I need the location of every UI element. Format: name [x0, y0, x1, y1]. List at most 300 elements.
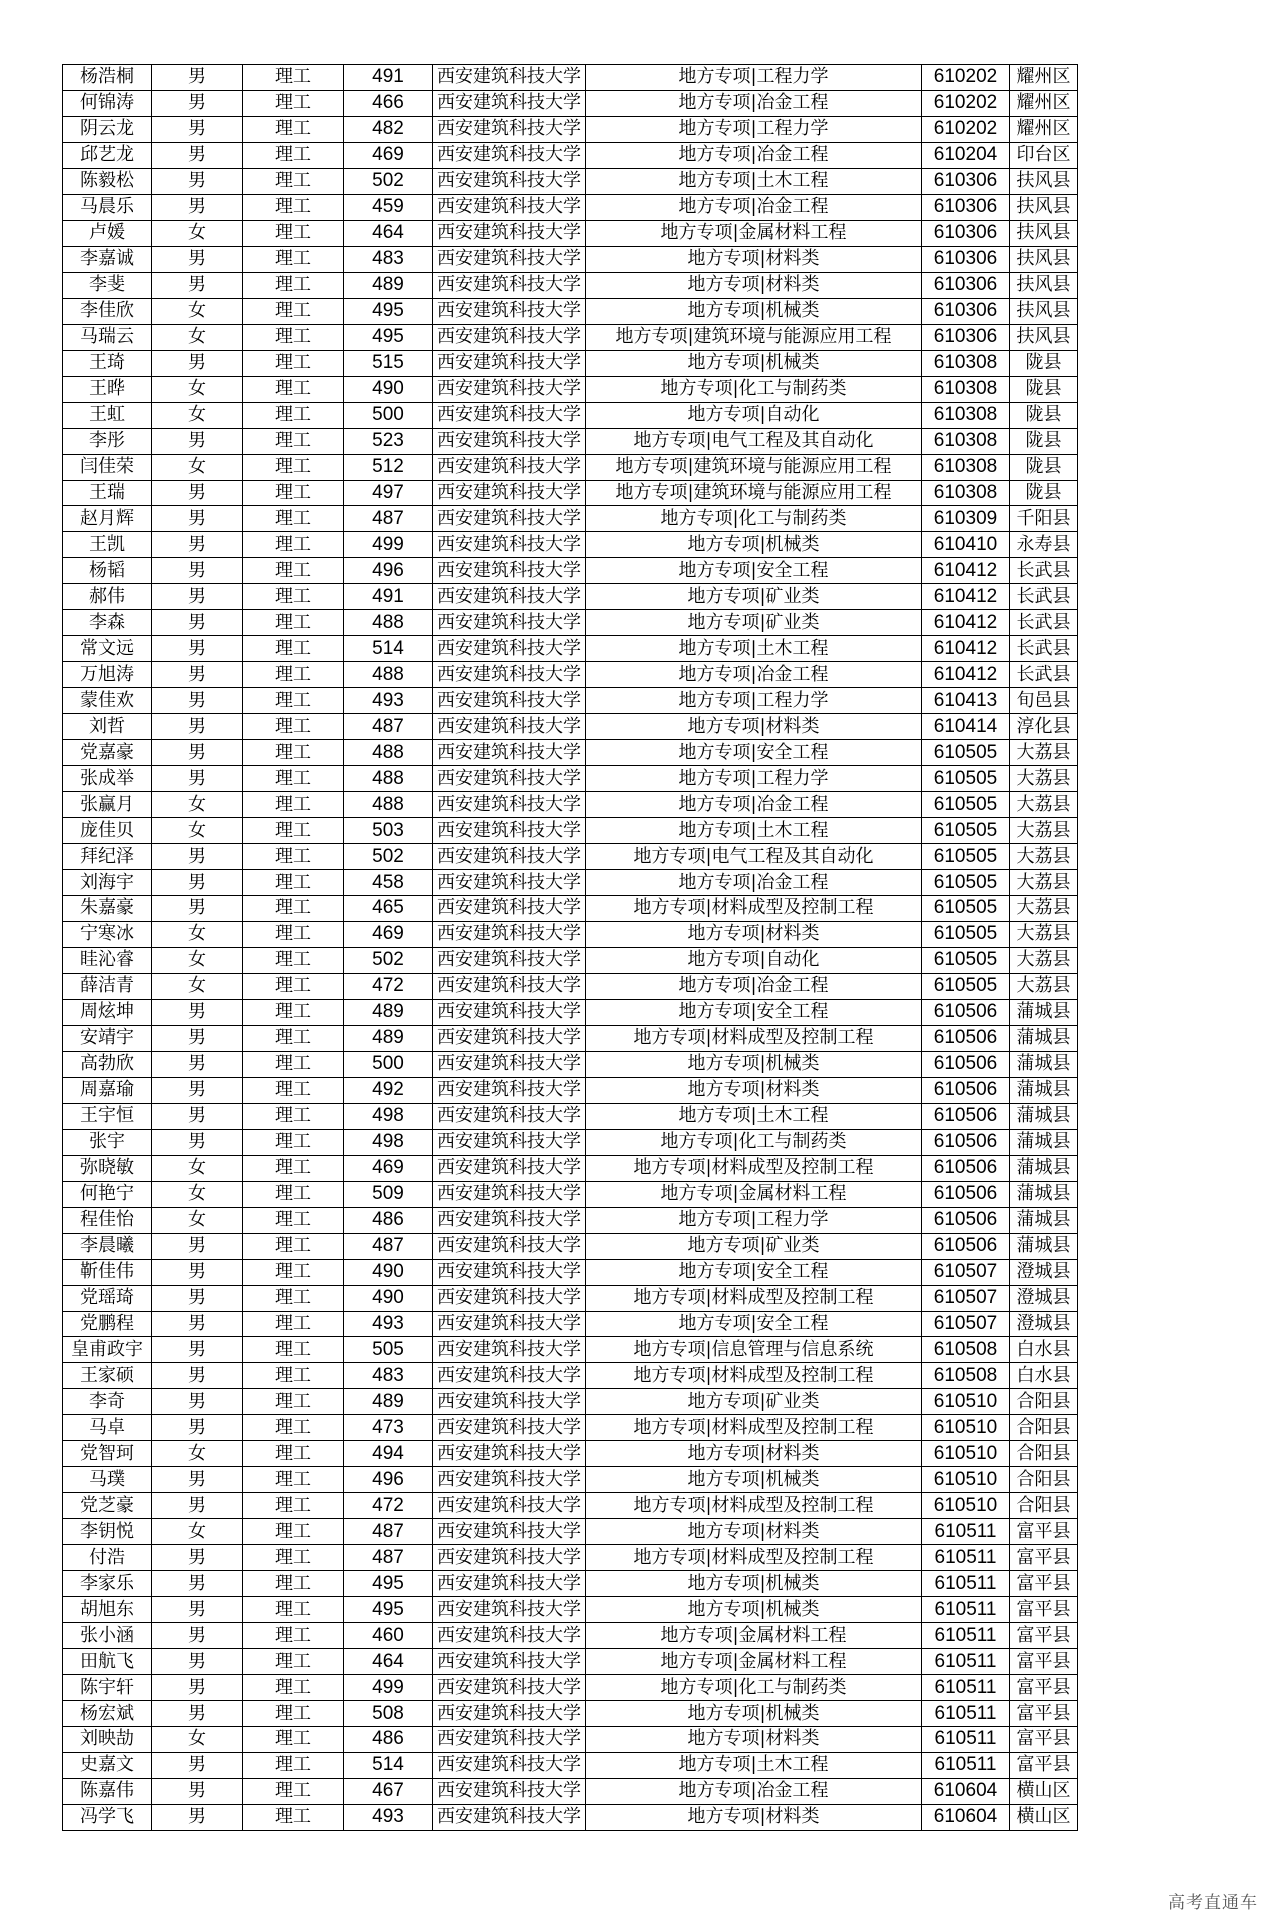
score-cell: 487 — [344, 1519, 433, 1545]
university-cell: 西安建筑科技大学 — [433, 870, 586, 896]
major-cell: 地方专项|土木工程 — [586, 1752, 922, 1778]
score-cell: 515 — [344, 350, 433, 376]
county-cell: 富平县 — [1010, 1571, 1078, 1597]
category-cell: 理工 — [243, 1649, 344, 1675]
name-cell: 杨宏斌 — [63, 1701, 152, 1727]
university-cell: 西安建筑科技大学 — [433, 1571, 586, 1597]
major-cell: 地方专项|冶金工程 — [586, 870, 922, 896]
region-code-cell: 610506 — [922, 1025, 1010, 1051]
university-cell: 西安建筑科技大学 — [433, 454, 586, 480]
category-cell: 理工 — [243, 921, 344, 947]
county-cell: 富平县 — [1010, 1701, 1078, 1727]
major-cell: 地方专项|安全工程 — [586, 558, 922, 584]
table-row — [63, 999, 1078, 1025]
score-cell: 486 — [344, 1207, 433, 1233]
table-row — [63, 1804, 1078, 1830]
name-cell: 郝伟 — [63, 584, 152, 610]
score-cell: 523 — [344, 428, 433, 454]
university-cell: 西安建筑科技大学 — [433, 973, 586, 999]
name-cell: 马晨乐 — [63, 194, 152, 220]
major-cell: 地方专项|材料类 — [586, 1727, 922, 1753]
county-cell: 陇县 — [1010, 376, 1078, 402]
table-row — [63, 896, 1078, 922]
county-cell: 富平县 — [1010, 1597, 1078, 1623]
name-cell: 李晨曦 — [63, 1233, 152, 1259]
score-cell: 483 — [344, 1363, 433, 1389]
university-cell: 西安建筑科技大学 — [433, 1675, 586, 1701]
major-cell: 地方专项|材料成型及控制工程 — [586, 896, 922, 922]
county-cell: 富平县 — [1010, 1727, 1078, 1753]
county-cell: 合阳县 — [1010, 1389, 1078, 1415]
score-cell: 514 — [344, 1752, 433, 1778]
table-row — [63, 1129, 1078, 1155]
university-cell: 西安建筑科技大学 — [433, 688, 586, 714]
major-cell: 地方专项|材料类 — [586, 1519, 922, 1545]
name-cell: 何艳宁 — [63, 1181, 152, 1207]
county-cell: 陇县 — [1010, 480, 1078, 506]
major-cell: 地方专项|工程力学 — [586, 766, 922, 792]
name-cell: 眭沁睿 — [63, 947, 152, 973]
name-cell: 安靖宇 — [63, 1025, 152, 1051]
gender-cell: 男 — [152, 688, 243, 714]
score-cell: 488 — [344, 766, 433, 792]
region-code-cell: 610306 — [922, 168, 1010, 194]
region-code-cell: 610505 — [922, 766, 1010, 792]
table-row — [63, 298, 1078, 324]
name-cell: 李佳欣 — [63, 298, 152, 324]
table-row — [63, 688, 1078, 714]
region-code-cell: 610306 — [922, 324, 1010, 350]
category-cell: 理工 — [243, 350, 344, 376]
university-cell: 西安建筑科技大学 — [433, 1727, 586, 1753]
category-cell: 理工 — [243, 1103, 344, 1129]
major-cell: 地方专项|机械类 — [586, 532, 922, 558]
category-cell: 理工 — [243, 999, 344, 1025]
score-cell: 495 — [344, 324, 433, 350]
category-cell: 理工 — [243, 714, 344, 740]
county-cell: 印台区 — [1010, 142, 1078, 168]
gender-cell: 男 — [152, 65, 243, 91]
major-cell: 地方专项|建筑环境与能源应用工程 — [586, 480, 922, 506]
table-row — [63, 272, 1078, 298]
name-cell: 闫佳荣 — [63, 454, 152, 480]
score-cell: 488 — [344, 610, 433, 636]
region-code-cell: 610202 — [922, 65, 1010, 91]
name-cell: 王宇恒 — [63, 1103, 152, 1129]
university-cell: 西安建筑科技大学 — [433, 220, 586, 246]
county-cell: 富平县 — [1010, 1675, 1078, 1701]
region-code-cell: 610308 — [922, 480, 1010, 506]
university-cell: 西安建筑科技大学 — [433, 1804, 586, 1830]
county-cell: 长武县 — [1010, 610, 1078, 636]
category-cell: 理工 — [243, 1778, 344, 1804]
region-code-cell: 610505 — [922, 947, 1010, 973]
gender-cell: 男 — [152, 896, 243, 922]
category-cell: 理工 — [243, 220, 344, 246]
major-cell: 地方专项|金属材料工程 — [586, 220, 922, 246]
score-cell: 508 — [344, 1701, 433, 1727]
university-cell: 西安建筑科技大学 — [433, 558, 586, 584]
score-cell: 494 — [344, 1441, 433, 1467]
category-cell: 理工 — [243, 1804, 344, 1830]
university-cell: 西安建筑科技大学 — [433, 740, 586, 766]
score-cell: 460 — [344, 1623, 433, 1649]
major-cell: 地方专项|安全工程 — [586, 1311, 922, 1337]
score-cell: 490 — [344, 376, 433, 402]
university-cell: 西安建筑科技大学 — [433, 792, 586, 818]
score-cell: 500 — [344, 402, 433, 428]
gender-cell: 女 — [152, 298, 243, 324]
score-cell: 499 — [344, 532, 433, 558]
gender-cell: 男 — [152, 1337, 243, 1363]
major-cell: 地方专项|材料成型及控制工程 — [586, 1155, 922, 1181]
score-cell: 496 — [344, 558, 433, 584]
county-cell: 蒲城县 — [1010, 1233, 1078, 1259]
university-cell: 西安建筑科技大学 — [433, 298, 586, 324]
major-cell: 地方专项|冶金工程 — [586, 792, 922, 818]
county-cell: 白水县 — [1010, 1363, 1078, 1389]
gender-cell: 男 — [152, 1103, 243, 1129]
name-cell: 李奇 — [63, 1389, 152, 1415]
score-cell: 487 — [344, 506, 433, 532]
region-code-cell: 610510 — [922, 1441, 1010, 1467]
region-code-cell: 610306 — [922, 220, 1010, 246]
gender-cell: 女 — [152, 220, 243, 246]
region-code-cell: 610507 — [922, 1285, 1010, 1311]
score-cell: 472 — [344, 1493, 433, 1519]
university-cell: 西安建筑科技大学 — [433, 116, 586, 142]
category-cell: 理工 — [243, 376, 344, 402]
major-cell: 地方专项|电气工程及其自动化 — [586, 428, 922, 454]
region-code-cell: 610306 — [922, 194, 1010, 220]
gender-cell: 女 — [152, 324, 243, 350]
name-cell: 杨浩桐 — [63, 65, 152, 91]
score-cell: 505 — [344, 1337, 433, 1363]
university-cell: 西安建筑科技大学 — [433, 584, 586, 610]
region-code-cell: 610412 — [922, 558, 1010, 584]
table-row — [63, 1623, 1078, 1649]
county-cell: 耀州区 — [1010, 65, 1078, 91]
table-row — [63, 142, 1078, 168]
score-cell: 486 — [344, 1727, 433, 1753]
county-cell: 长武县 — [1010, 662, 1078, 688]
category-cell: 理工 — [243, 246, 344, 272]
name-cell: 李斐 — [63, 272, 152, 298]
gender-cell: 男 — [152, 1233, 243, 1259]
name-cell: 党芝豪 — [63, 1493, 152, 1519]
major-cell: 地方专项|土木工程 — [586, 636, 922, 662]
score-cell: 500 — [344, 1051, 433, 1077]
category-cell: 理工 — [243, 168, 344, 194]
university-cell: 西安建筑科技大学 — [433, 246, 586, 272]
score-cell: 491 — [344, 65, 433, 91]
major-cell: 地方专项|机械类 — [586, 1467, 922, 1493]
name-cell: 王凯 — [63, 532, 152, 558]
name-cell: 何锦涛 — [63, 90, 152, 116]
score-cell: 482 — [344, 116, 433, 142]
name-cell: 党瑶琦 — [63, 1285, 152, 1311]
category-cell: 理工 — [243, 1675, 344, 1701]
university-cell: 西安建筑科技大学 — [433, 1155, 586, 1181]
region-code-cell: 610306 — [922, 246, 1010, 272]
gender-cell: 女 — [152, 1181, 243, 1207]
county-cell: 大荔县 — [1010, 870, 1078, 896]
university-cell: 西安建筑科技大学 — [433, 1051, 586, 1077]
region-code-cell: 610604 — [922, 1778, 1010, 1804]
name-cell: 王虹 — [63, 402, 152, 428]
table-row — [63, 1025, 1078, 1051]
major-cell: 地方专项|金属材料工程 — [586, 1649, 922, 1675]
major-cell: 地方专项|材料成型及控制工程 — [586, 1493, 922, 1519]
university-cell: 西安建筑科技大学 — [433, 1285, 586, 1311]
category-cell: 理工 — [243, 402, 344, 428]
major-cell: 地方专项|机械类 — [586, 1701, 922, 1727]
major-cell: 地方专项|材料类 — [586, 1441, 922, 1467]
gender-cell: 男 — [152, 116, 243, 142]
region-code-cell: 610506 — [922, 1207, 1010, 1233]
gender-cell: 男 — [152, 1623, 243, 1649]
region-code-cell: 610511 — [922, 1597, 1010, 1623]
university-cell: 西安建筑科技大学 — [433, 1337, 586, 1363]
category-cell: 理工 — [243, 1571, 344, 1597]
major-cell: 地方专项|矿业类 — [586, 1389, 922, 1415]
score-cell: 497 — [344, 480, 433, 506]
category-cell: 理工 — [243, 272, 344, 298]
name-cell: 张成举 — [63, 766, 152, 792]
county-cell: 淳化县 — [1010, 714, 1078, 740]
major-cell: 地方专项|信息管理与信息系统 — [586, 1337, 922, 1363]
region-code-cell: 610414 — [922, 714, 1010, 740]
name-cell: 陈嘉伟 — [63, 1778, 152, 1804]
table-row — [63, 1337, 1078, 1363]
university-cell: 西安建筑科技大学 — [433, 1415, 586, 1441]
gender-cell: 男 — [152, 1129, 243, 1155]
major-cell: 地方专项|冶金工程 — [586, 194, 922, 220]
county-cell: 蒲城县 — [1010, 1103, 1078, 1129]
university-cell: 西安建筑科技大学 — [433, 272, 586, 298]
gender-cell: 男 — [152, 1675, 243, 1701]
gender-cell: 男 — [152, 610, 243, 636]
table-row — [63, 168, 1078, 194]
university-cell: 西安建筑科技大学 — [433, 1103, 586, 1129]
region-code-cell: 610508 — [922, 1363, 1010, 1389]
major-cell: 地方专项|冶金工程 — [586, 662, 922, 688]
table-row — [63, 740, 1078, 766]
gender-cell: 男 — [152, 1804, 243, 1830]
score-cell: 464 — [344, 220, 433, 246]
score-cell: 495 — [344, 298, 433, 324]
name-cell: 周嘉瑜 — [63, 1077, 152, 1103]
county-cell: 澄城县 — [1010, 1259, 1078, 1285]
gender-cell: 女 — [152, 921, 243, 947]
name-cell: 张宇 — [63, 1129, 152, 1155]
university-cell: 西安建筑科技大学 — [433, 818, 586, 844]
score-cell: 469 — [344, 1155, 433, 1181]
major-cell: 地方专项|材料成型及控制工程 — [586, 1415, 922, 1441]
major-cell: 地方专项|安全工程 — [586, 1259, 922, 1285]
table-row — [63, 558, 1078, 584]
major-cell: 地方专项|金属材料工程 — [586, 1623, 922, 1649]
gender-cell: 女 — [152, 1441, 243, 1467]
score-cell: 488 — [344, 662, 433, 688]
gender-cell: 男 — [152, 1467, 243, 1493]
category-cell: 理工 — [243, 1623, 344, 1649]
table-row — [63, 1701, 1078, 1727]
major-cell: 地方专项|安全工程 — [586, 740, 922, 766]
category-cell: 理工 — [243, 1311, 344, 1337]
county-cell: 蒲城县 — [1010, 1207, 1078, 1233]
table-row — [63, 532, 1078, 558]
major-cell: 地方专项|工程力学 — [586, 1207, 922, 1233]
name-cell: 赵月辉 — [63, 506, 152, 532]
gender-cell: 男 — [152, 1778, 243, 1804]
score-cell: 489 — [344, 1389, 433, 1415]
region-code-cell: 610511 — [922, 1727, 1010, 1753]
score-cell: 495 — [344, 1597, 433, 1623]
region-code-cell: 610308 — [922, 428, 1010, 454]
score-cell: 487 — [344, 1545, 433, 1571]
category-cell: 理工 — [243, 194, 344, 220]
major-cell: 地方专项|建筑环境与能源应用工程 — [586, 454, 922, 480]
gender-cell: 女 — [152, 792, 243, 818]
table-row — [63, 480, 1078, 506]
university-cell: 西安建筑科技大学 — [433, 324, 586, 350]
table-row — [63, 1181, 1078, 1207]
gender-cell: 男 — [152, 636, 243, 662]
county-cell: 扶风县 — [1010, 272, 1078, 298]
name-cell: 王晔 — [63, 376, 152, 402]
gender-cell: 男 — [152, 766, 243, 792]
university-cell: 西安建筑科技大学 — [433, 1207, 586, 1233]
university-cell: 西安建筑科技大学 — [433, 90, 586, 116]
category-cell: 理工 — [243, 558, 344, 584]
table-row — [63, 1649, 1078, 1675]
score-cell: 472 — [344, 973, 433, 999]
major-cell: 地方专项|机械类 — [586, 350, 922, 376]
gender-cell: 男 — [152, 532, 243, 558]
category-cell: 理工 — [243, 740, 344, 766]
gender-cell: 女 — [152, 1519, 243, 1545]
region-code-cell: 610410 — [922, 532, 1010, 558]
region-code-cell: 610505 — [922, 921, 1010, 947]
category-cell: 理工 — [243, 506, 344, 532]
table-row — [63, 1441, 1078, 1467]
table-row — [63, 870, 1078, 896]
gender-cell: 男 — [152, 999, 243, 1025]
table-body — [63, 65, 1078, 1831]
region-code-cell: 610412 — [922, 584, 1010, 610]
table-row — [63, 1311, 1078, 1337]
county-cell: 合阳县 — [1010, 1441, 1078, 1467]
score-cell: 489 — [344, 1025, 433, 1051]
major-cell: 地方专项|材料成型及控制工程 — [586, 1363, 922, 1389]
name-cell: 党鹏程 — [63, 1311, 152, 1337]
category-cell: 理工 — [243, 1285, 344, 1311]
category-cell: 理工 — [243, 324, 344, 350]
region-code-cell: 610511 — [922, 1701, 1010, 1727]
category-cell: 理工 — [243, 1519, 344, 1545]
county-cell: 蒲城县 — [1010, 1181, 1078, 1207]
county-cell: 蒲城县 — [1010, 1077, 1078, 1103]
region-code-cell: 610202 — [922, 116, 1010, 142]
county-cell: 富平县 — [1010, 1623, 1078, 1649]
region-code-cell: 610505 — [922, 896, 1010, 922]
name-cell: 蒙佳欢 — [63, 688, 152, 714]
gender-cell: 男 — [152, 428, 243, 454]
score-cell: 490 — [344, 1285, 433, 1311]
university-cell: 西安建筑科技大学 — [433, 1623, 586, 1649]
category-cell: 理工 — [243, 896, 344, 922]
table-row — [63, 194, 1078, 220]
score-cell: 493 — [344, 1804, 433, 1830]
major-cell: 地方专项|材料成型及控制工程 — [586, 1285, 922, 1311]
county-cell: 大荔县 — [1010, 844, 1078, 870]
county-cell: 大荔县 — [1010, 766, 1078, 792]
table-row — [63, 1493, 1078, 1519]
major-cell: 地方专项|工程力学 — [586, 688, 922, 714]
table-row — [63, 1415, 1078, 1441]
county-cell: 蒲城县 — [1010, 1051, 1078, 1077]
county-cell: 长武县 — [1010, 584, 1078, 610]
university-cell: 西安建筑科技大学 — [433, 1181, 586, 1207]
name-cell: 李彤 — [63, 428, 152, 454]
category-cell: 理工 — [243, 1207, 344, 1233]
university-cell: 西安建筑科技大学 — [433, 1259, 586, 1285]
gender-cell: 男 — [152, 1077, 243, 1103]
region-code-cell: 610306 — [922, 272, 1010, 298]
gender-cell: 女 — [152, 1727, 243, 1753]
score-cell: 488 — [344, 740, 433, 766]
category-cell: 理工 — [243, 1389, 344, 1415]
name-cell: 田航飞 — [63, 1649, 152, 1675]
category-cell: 理工 — [243, 1441, 344, 1467]
university-cell: 西安建筑科技大学 — [433, 999, 586, 1025]
name-cell: 程佳怡 — [63, 1207, 152, 1233]
region-code-cell: 610511 — [922, 1752, 1010, 1778]
name-cell: 冯学飞 — [63, 1804, 152, 1830]
major-cell: 地方专项|材料成型及控制工程 — [586, 1545, 922, 1571]
category-cell: 理工 — [243, 766, 344, 792]
table-row — [63, 1051, 1078, 1077]
score-cell: 469 — [344, 921, 433, 947]
region-code-cell: 610202 — [922, 90, 1010, 116]
table-row — [63, 610, 1078, 636]
category-cell: 理工 — [243, 90, 344, 116]
major-cell: 地方专项|材料类 — [586, 1804, 922, 1830]
table-row — [63, 324, 1078, 350]
region-code-cell: 610506 — [922, 1155, 1010, 1181]
university-cell: 西安建筑科技大学 — [433, 714, 586, 740]
name-cell: 刘海宇 — [63, 870, 152, 896]
university-cell: 西安建筑科技大学 — [433, 402, 586, 428]
region-code-cell: 610505 — [922, 844, 1010, 870]
region-code-cell: 610505 — [922, 740, 1010, 766]
county-cell: 扶风县 — [1010, 298, 1078, 324]
region-code-cell: 610604 — [922, 1804, 1010, 1830]
university-cell: 西安建筑科技大学 — [433, 506, 586, 532]
region-code-cell: 610412 — [922, 662, 1010, 688]
region-code-cell: 610309 — [922, 506, 1010, 532]
gender-cell: 女 — [152, 1155, 243, 1181]
name-cell: 付浩 — [63, 1545, 152, 1571]
university-cell: 西安建筑科技大学 — [433, 65, 586, 91]
category-cell: 理工 — [243, 1181, 344, 1207]
region-code-cell: 610511 — [922, 1649, 1010, 1675]
score-cell: 495 — [344, 1571, 433, 1597]
university-cell: 西安建筑科技大学 — [433, 1077, 586, 1103]
name-cell: 皇甫政宇 — [63, 1337, 152, 1363]
university-cell: 西安建筑科技大学 — [433, 1389, 586, 1415]
